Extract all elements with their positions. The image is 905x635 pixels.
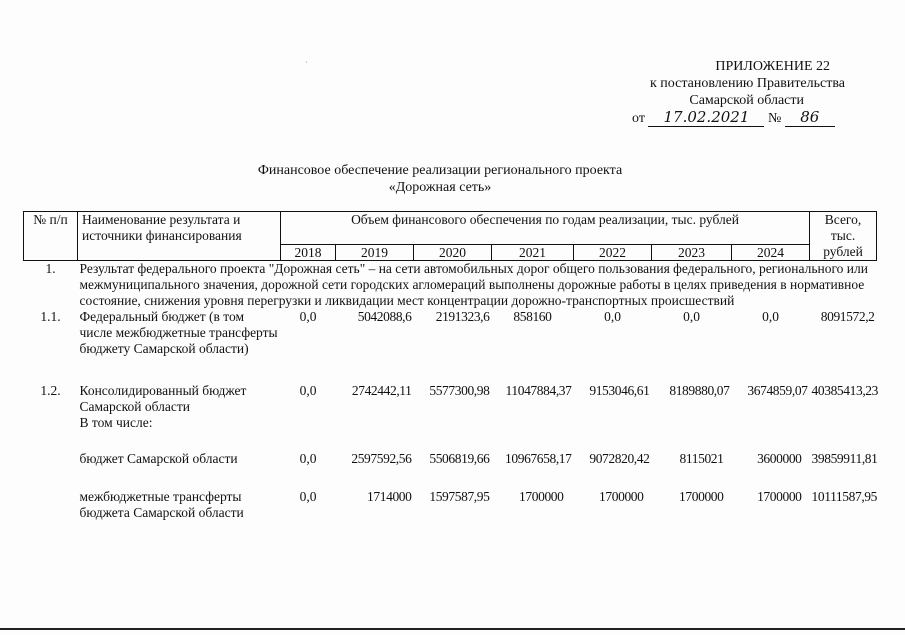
row-no [24, 489, 78, 521]
number-prefix: № [767, 111, 782, 126]
cell-value: 1700000 [757, 489, 802, 504]
cell-total: 8091572,2 [820, 309, 875, 324]
title-line-1: Финансовое обеспечение реализации регионального проекта [257, 163, 623, 178]
title-line-2: «Дорожная сеть» [388, 180, 492, 195]
table-row [24, 383, 877, 431]
cell-value: 1700000 [679, 489, 724, 504]
header-total: Всего, тыс. рублей [810, 212, 877, 261]
year-2019: 2019 [336, 245, 414, 261]
financing-table [23, 211, 877, 521]
table-row [24, 451, 877, 467]
scan-bottom-edge [0, 628, 905, 630]
cell-value: 1700000 [599, 489, 644, 504]
year-2022: 2022 [574, 245, 652, 261]
cell-value: 8189880,07 [669, 383, 730, 398]
appendix-header [600, 58, 870, 127]
date-prefix: от [632, 111, 645, 126]
row-no: 1. [45, 261, 56, 276]
header-no: № п/п [24, 212, 78, 261]
header-volume: Объем финансового обеспечения по годам реализации, тыс. рублей [281, 212, 810, 245]
cell-total: 40385413,23 [811, 383, 879, 398]
row-name: Федеральный бюджет (в том числе межбюджетные трансферты бюджету Самарской области) [79, 309, 278, 356]
cell-value: 1597587,95 [429, 489, 490, 504]
cell-value: 9153046,61 [589, 383, 650, 398]
cell-value: 2191323,6 [435, 309, 490, 324]
cell-value: 5577300,98 [429, 383, 490, 398]
cell-value: 0,0 [299, 383, 317, 398]
cell-value: 0,0 [299, 309, 317, 324]
cell-value: 0,0 [299, 489, 317, 504]
cell-value: 10967658,17 [505, 451, 572, 466]
cell-value: 2742442,11 [351, 383, 412, 398]
cell-value: 858160 [513, 309, 552, 324]
cell-value: 11047884,37 [505, 383, 572, 398]
cell-value: 0,0 [604, 309, 621, 324]
year-2024: 2024 [732, 245, 810, 261]
cell-value: 1714000 [367, 489, 412, 504]
cell-value: 9072820,42 [589, 451, 650, 466]
appendix-line-2: к постановлению Правительства [649, 76, 845, 91]
cell-total: 10111587,95 [811, 489, 878, 504]
year-2023: 2023 [652, 245, 732, 261]
cell-value: 0,0 [683, 309, 700, 324]
year-2020: 2020 [414, 245, 492, 261]
appendix-line-3: Самарской области [689, 93, 804, 108]
cell-value: 5506819,66 [429, 451, 490, 466]
spacer-row [24, 357, 877, 383]
row-no: 1.1. [40, 309, 61, 324]
cell-value: 3600000 [757, 451, 802, 466]
appendix-date-line [600, 109, 870, 127]
cell-value: 8115021 [679, 451, 724, 466]
row-name-cell [78, 383, 281, 431]
cell-value: 5042088,6 [357, 309, 412, 324]
document-title [180, 162, 700, 196]
row-name: бюджет Самарской области [79, 451, 238, 466]
row-name: межбюджетные трансферты бюджета Самарской области [79, 489, 244, 520]
cell-value: 0,0 [299, 451, 317, 466]
table-row [24, 309, 877, 357]
cell-value: 2597592,56 [351, 451, 412, 466]
row-no [24, 451, 78, 467]
appendix-title: ПРИЛОЖЕНИЕ 22 [715, 59, 830, 74]
table-row-result [24, 261, 877, 310]
cell-total: 39859911,81 [811, 451, 878, 466]
year-2018: 2018 [281, 245, 336, 261]
row-subtitle: В том числе: [79, 415, 153, 430]
cell-value: 1700000 [519, 489, 564, 504]
cell-value: 3674859,07 [747, 383, 808, 398]
header-name: Наименование результата и источники финансирования [78, 212, 281, 261]
handwritten-number: 86 [785, 109, 835, 127]
spacer-row [24, 467, 877, 489]
result-text: Результат федерального проекта "Дорожная сеть" – на сети автомобильных дорог общего пользования федерального, регионального или межмуниципального значения, дорожной сети городских агломераций выполнены дорожные работы в целях приведения в нормативное состояние, снижения уровня перегрузки и ликвидации мест концентрации дорожно-транспортных происшествий [79, 261, 868, 308]
table-row [24, 489, 877, 521]
row-no: 1.2. [40, 383, 61, 398]
spacer-row [24, 431, 877, 451]
handwritten-date: 17.02.2021 [648, 109, 764, 127]
row-name: Консолидированный бюджет Самарской области [79, 383, 247, 414]
cell-value: 0,0 [762, 309, 779, 324]
year-2021: 2021 [492, 245, 574, 261]
scan-artifact: · [305, 58, 308, 67]
